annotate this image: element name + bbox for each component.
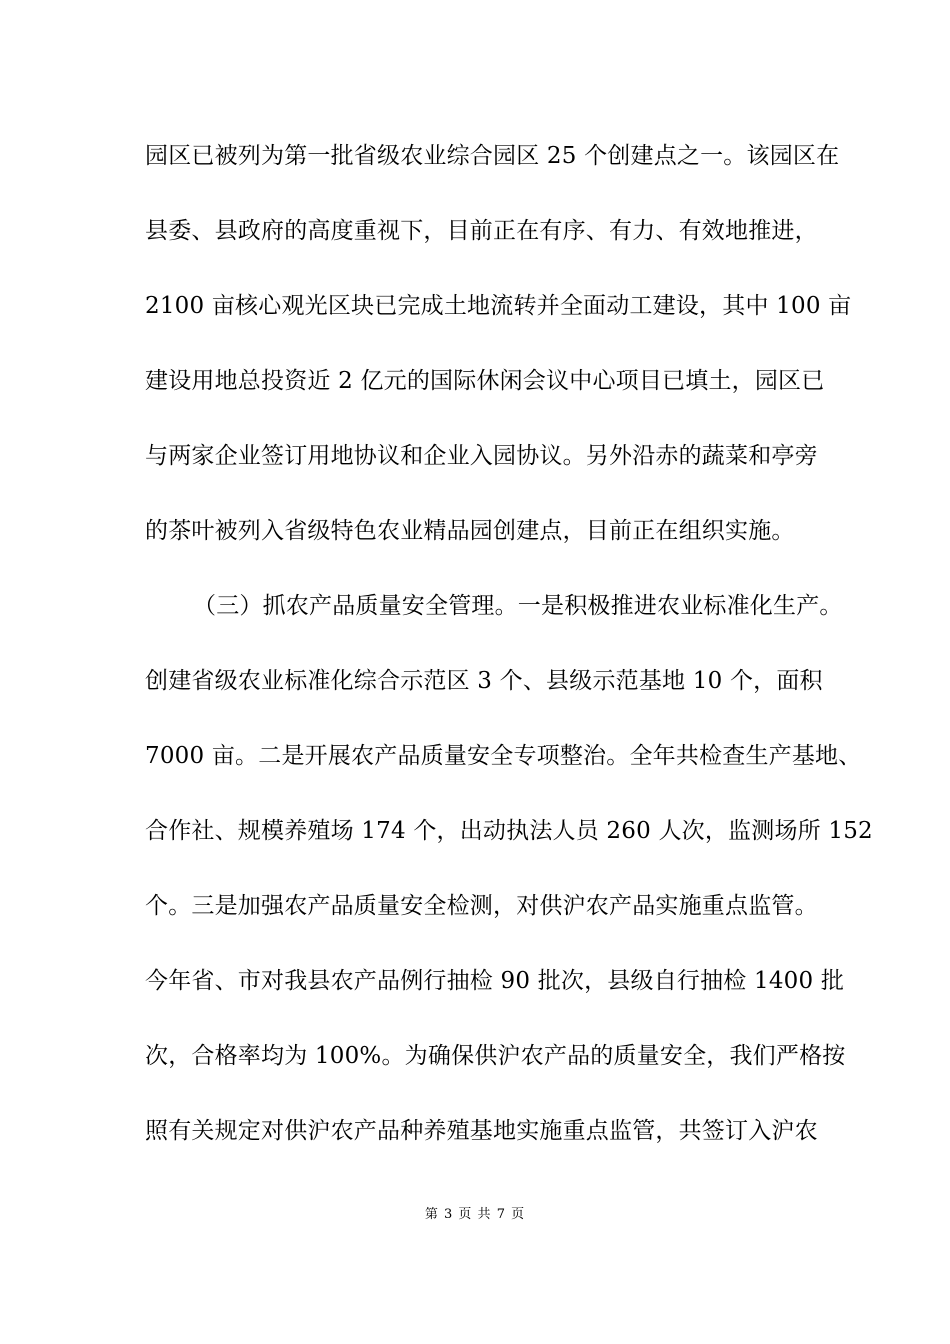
paragraph-line: 创建省级农业标准化综合示范区 3 个、县级示范基地 10 个，面积: [145, 668, 823, 694]
paragraph-line: 个。三是加强农产品质量安全检测，对供沪农产品实施重点监管。: [145, 893, 818, 919]
page-number-footer: 第 3 页 共 7 页: [424, 1207, 526, 1222]
paragraph-line: 7000 亩。二是开展农产品质量安全专项整治。全年共检查生产基地、: [145, 743, 862, 769]
paragraph-line: 园区已被列为第一批省级农业综合园区 25 个创建点之一。该园区在: [145, 143, 840, 169]
section-heading-line: （三）抓农产品质量安全管理。一是积极推进农业标准化生产。: [193, 593, 843, 619]
paragraph-line: 与两家企业签订用地协议和企业入园协议。另外沿赤的蔬菜和亭旁: [145, 443, 818, 469]
paragraph-line: 2100 亩核心观光区块已完成土地流转并全面动工建设，其中 100 亩: [145, 293, 852, 319]
paragraph-line: 的茶叶被列入省级特色农业精品园创建点，目前正在组织实施。: [145, 518, 795, 544]
paragraph-line: 县委、县政府的高度重视下，目前正在有序、有力、有效地推进，: [145, 218, 818, 244]
paragraph-line: 建设用地总投资近 2 亿元的国际休闲会议中心项目已填土，园区已: [145, 368, 825, 394]
paragraph-line: 合作社、规模养殖场 174 个，出动执法人员 260 人次，监测场所 152: [145, 818, 873, 844]
paragraph-line: 照有关规定对供沪农产品种养殖基地实施重点监管，共签订入沪农: [145, 1118, 818, 1144]
paragraph-line: 次，合格率均为 100%。为确保供沪农产品的质量安全，我们严格按: [145, 1043, 846, 1069]
paragraph-line: 今年省、市对我县农产品例行抽检 90 批次，县级自行抽检 1400 批: [145, 968, 845, 994]
